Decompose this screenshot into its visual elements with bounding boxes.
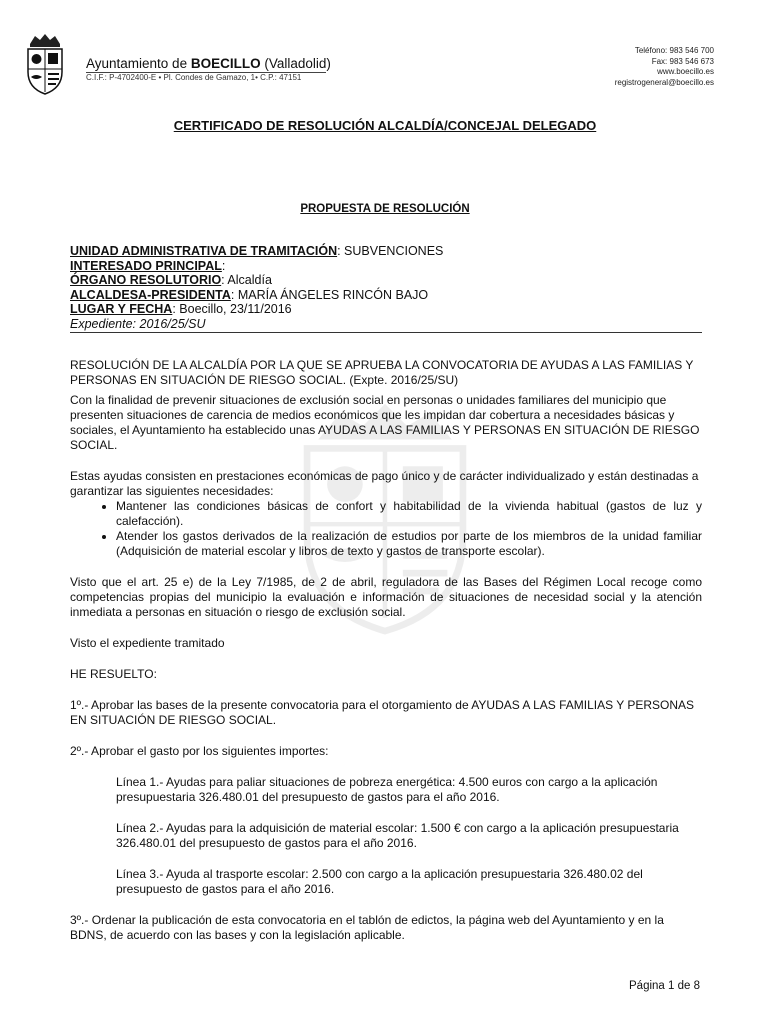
info-alcaldesa-row xyxy=(70,288,702,303)
info-organo-label: ÓRGANO RESOLUTORIO xyxy=(70,273,222,287)
info-unidad-label: UNIDAD ADMINISTRATIVA DE TRAMITACIÓN xyxy=(70,244,338,258)
contact-fax: Fax: 983 546 673 xyxy=(651,56,714,66)
paragraph-punto-2: 2º.- Aprobar el gasto por los siguientes importes: xyxy=(70,744,329,758)
list-item: • Mantener las condiciones básicas de confort y habitabilidad de la vivienda habitual (gastos de luz y calefacción). xyxy=(116,499,702,529)
budget-line-2: Línea 2.- Ayudas para la adquisición de material escolar: 1.500 € con cargo a la aplicación presupuestaria 326.480.01 del presupuesto de gastos para el año 2016. xyxy=(116,821,679,850)
municipality-town: BOECILLO xyxy=(190,56,261,71)
info-block xyxy=(70,244,702,333)
contact-block xyxy=(615,46,714,88)
info-lugar-row xyxy=(70,302,702,317)
document-body xyxy=(70,358,702,943)
budget-line-3: Línea 3.- Ayuda al trasporte escolar: 2.500 con cargo a la aplicación presupuestaria 326.480.02 del presupuesto de gastos para el año 2016. xyxy=(116,867,643,896)
paragraph-visto-expediente: Visto el expediente tramitado xyxy=(70,636,225,650)
info-interesado-row xyxy=(70,259,702,274)
list-item: • Atender los gastos derivados de la realización de estudios por parte de los miembros de la unidad familiar (Adquisición de material escolar y libros de texto y gastos de transporte escolar). xyxy=(116,529,702,559)
info-lugar-label: LUGAR Y FECHA xyxy=(70,302,173,316)
info-lugar-value: : Boecillo, 23/11/2016 xyxy=(172,302,292,316)
info-alcaldesa-value: : MARÍA ÁNGELES RINCÓN BAJO xyxy=(230,287,429,302)
document-title: CERTIFICADO DE RESOLUCIÓN ALCALDÍA/CONCEJAL DELEGADO xyxy=(173,118,597,133)
info-interesado-value: : xyxy=(221,258,226,273)
budget-line-1: Línea 1.- Ayudas para paliar situaciones de pobreza energética: 4.500 euros con cargo a la aplicación presupuestaria 326.480.01 del presupuesto de gastos para el año 2016. xyxy=(116,775,658,804)
paragraph-he-resuelto: HE RESUELTO: xyxy=(70,667,157,681)
paragraph-finalidad: Con la finalidad de prevenir situaciones de exclusión social en personas o unidades familiares del municipio que presenten situaciones de carencia de medios económicos que les impidan dar cobertura a necesidades básicas y sociales, el Ayuntamiento ha establecido unas AYUDAS A LAS FAMILIAS Y PERSONAS EN SITUACIÓN DE RIESGO SOCIAL. xyxy=(70,393,700,452)
resolution-heading: RESOLUCIÓN DE LA ALCALDÍA POR LA QUE SE APRUEBA LA CONVOCATORIA DE AYUDAS A LAS FAMILIAS Y PERSONAS EN SITUACIÓN DE RIESGO SOCIAL. (Expte. 2016/25/SU) xyxy=(70,358,694,387)
document-subtitle: PROPUESTA DE RESOLUCIÓN xyxy=(300,203,470,215)
info-interesado-label: INTERESADO PRINCIPAL xyxy=(70,258,222,273)
municipality-name xyxy=(86,56,331,73)
info-organo-value: : Alcaldía xyxy=(221,273,272,287)
paragraph-punto-1: 1º.- Aprobar las bases de la presente convocatoria para el otorgamiento de AYUDAS A LAS FAMILIAS Y PERSONAS EN SITUACIÓN DE RIESGO SOCIAL. xyxy=(70,698,695,727)
needs-list xyxy=(70,499,702,559)
info-alcaldesa-label: ALCALDESA-PRESIDENTA xyxy=(70,287,231,302)
info-organo-row xyxy=(70,273,702,288)
contact-email[interactable]: registrogeneral@boecillo.es xyxy=(614,77,714,87)
municipal-coat-of-arms-icon xyxy=(22,32,68,96)
info-unidad-row xyxy=(70,244,702,259)
contact-phone: Teléfono: 983 546 700 xyxy=(634,46,714,55)
municipality-address: C.I.F.: P-4702400-E • Pl. Condes de Gamazo, 1• C.P.: 47151 xyxy=(86,73,302,82)
municipality-region: (Valladolid) xyxy=(260,56,331,71)
paragraph-ayudas: Estas ayudas consisten en prestaciones económicas de pago único y de carácter individualizado y están destinadas a garantizar las siguientes necesidades: xyxy=(70,469,699,498)
municipality-prefix: Ayuntamiento de xyxy=(86,56,191,71)
paragraph-punto-3: 3º.- Ordenar la publicación de esta convocatoria en el tablón de edictos, la página web del Ayuntamiento y en la BDNS, de acuerdo con las bases y con la legislación aplicable. xyxy=(70,913,664,942)
info-unidad-value: : SUBVENCIONES xyxy=(337,244,444,258)
info-expediente: Expediente: 2016/25/SU xyxy=(70,316,206,331)
contact-web[interactable]: www.boecillo.es xyxy=(657,67,714,76)
paragraph-visto-ley: Visto que el art. 25 e) de la Ley 7/1985, de 2 de abril, reguladora de las Bases del Régimen Local recoge como competencias propias del municipio la evaluación e información de situaciones de necesidad social y la atención inmediata a personas en situación o riesgo de exclusión social. xyxy=(70,575,702,619)
page-number: Página 1 de 8 xyxy=(629,980,700,992)
